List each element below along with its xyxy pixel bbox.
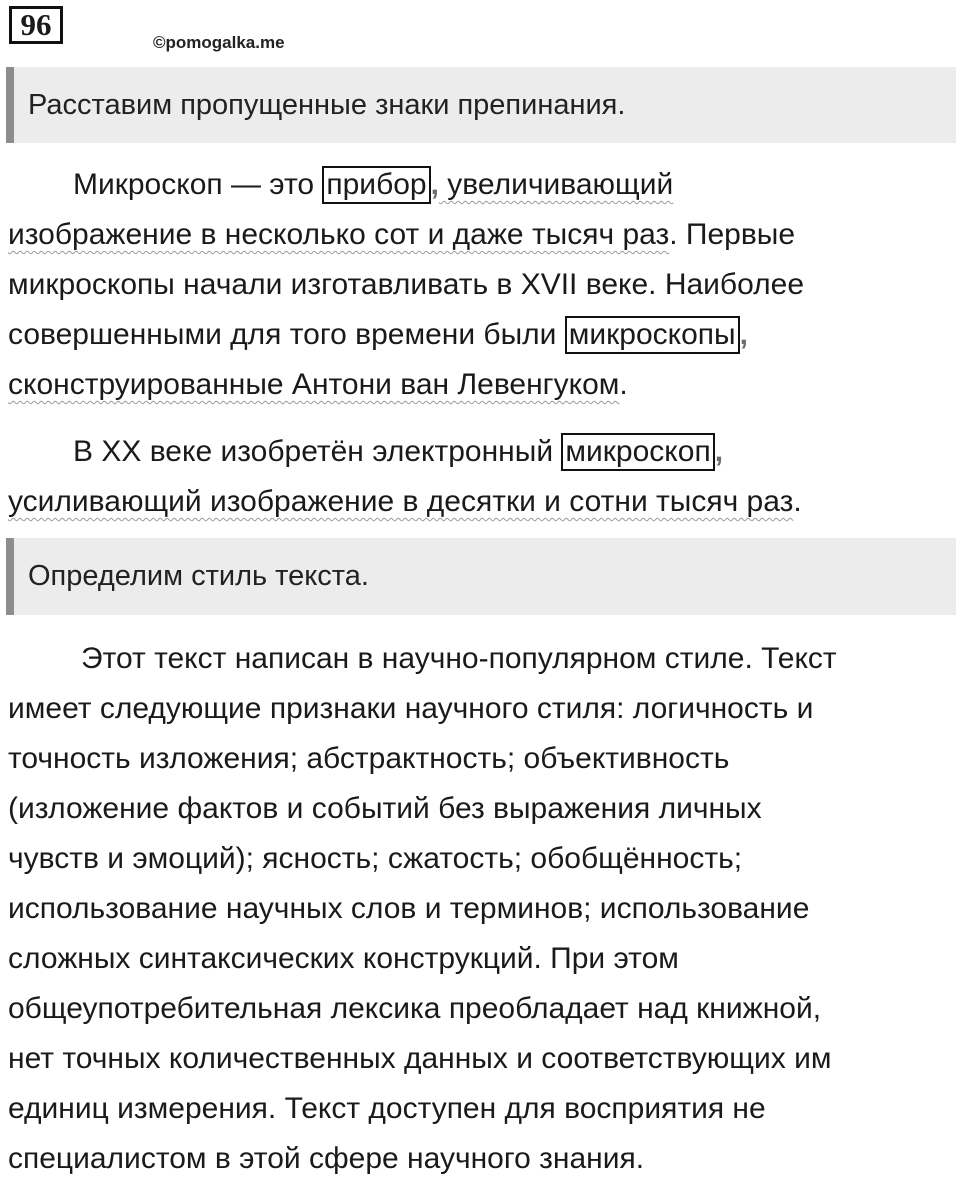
task-number: 96 <box>9 6 63 44</box>
participial-phrase: сконструированные Антони ван Левенгуком <box>8 368 620 401</box>
participial-phrase: изображение в несколько сот и даже тысяч раз <box>8 218 670 251</box>
text-line: сложных синтаксических конструкций. При этом <box>8 942 679 975</box>
text-line: сконструированные Антони ван Левенгуком. <box>8 368 628 401</box>
text-line: изображение в несколько сот и даже тысяч раз. Первые <box>8 218 796 251</box>
text-line: имеет следующие признаки научного стиля: логичность и <box>8 692 814 725</box>
inserted-comma: , <box>739 318 748 351</box>
paragraph-microscope <box>8 160 953 410</box>
boxed-word: микроскоп <box>561 433 714 471</box>
text-line: специалистом в этой сфере научного знания. <box>8 1142 645 1175</box>
text-line: В XX веке изобретён электронный микроскоп , <box>8 427 953 477</box>
site-watermark: ©pomogalka.me <box>153 33 285 52</box>
text-line: усиливающий изображение в десятки и сотни тысяч раз. <box>8 485 802 518</box>
section-title: Определим стиль текста. <box>28 560 369 592</box>
boxed-word: прибор <box>322 166 430 204</box>
text-line: Этот текст написан в научно-популярном стиле. Текст <box>81 642 837 675</box>
text-line: единиц измерения. Текст доступен для восприятия не <box>8 1092 766 1125</box>
participial-phrase: увеличивающий <box>438 168 674 201</box>
text-line: точность изложения; абстрактность; объективность <box>8 742 730 775</box>
text-line: общеупотребительная лексика преобладает над книжной, <box>8 992 822 1025</box>
text-line: совершенными для того времени были микроскопы , <box>8 310 953 360</box>
paragraph-electron-microscope <box>8 427 953 527</box>
text-line: микроскопы начали изготавливать в XVII веке. Наиболее <box>8 268 805 301</box>
paragraph-style-analysis <box>8 634 953 1184</box>
section-title: Расставим пропущенные знаки препинания. <box>28 89 626 121</box>
section-header-punctuation <box>6 67 956 143</box>
text-line: чувств и эмоций); ясность; сжатость; обобщённость; <box>8 842 743 875</box>
text-line: нет точных количественных данных и соответствующих им <box>8 1042 832 1075</box>
inserted-comma: , <box>430 168 439 201</box>
participial-phrase: усиливающий изображение в десятки и сотни тысяч раз <box>8 485 794 518</box>
inserted-comma: , <box>714 435 724 468</box>
boxed-word: микроскопы <box>565 316 740 354</box>
section-header-style <box>6 538 956 615</box>
text-line: (изложение фактов и событий без выражения личных <box>8 792 762 825</box>
text-line: Микроскоп — это прибор , увеличивающий <box>8 160 953 210</box>
text-line: использование научных слов и терминов; использование <box>8 892 810 925</box>
